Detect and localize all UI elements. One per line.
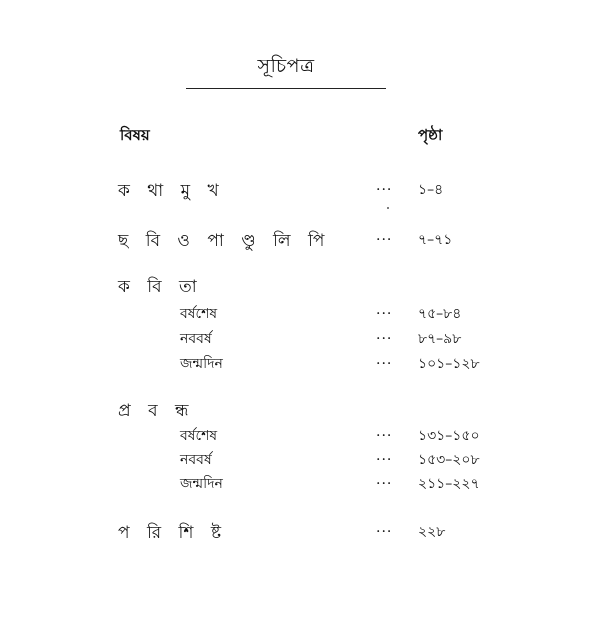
toc-subentry-label: নববর্ষ bbox=[180, 331, 212, 347]
print-speck bbox=[387, 207, 389, 209]
toc-entry-pages: ১৩১–১৫০ bbox=[418, 428, 480, 444]
toc-entry-pages: ১–৪ bbox=[418, 182, 444, 198]
toc-entry-chhabi bbox=[0, 228, 600, 254]
toc-entry-pages: ৭–৭১ bbox=[418, 232, 453, 248]
leader-dots: ... bbox=[376, 327, 393, 343]
leader-dots: ... bbox=[376, 520, 393, 536]
leader-dots: ... bbox=[376, 228, 393, 244]
toc-section-kabita bbox=[0, 274, 600, 300]
subject-column-header: বিষয় bbox=[120, 126, 150, 144]
toc-entry-kathamukh bbox=[0, 178, 600, 204]
toc-entry-pages: ২১১–২২৭ bbox=[418, 476, 480, 492]
toc-entry-label: প রি শি ষ্ট bbox=[118, 523, 228, 543]
toc-entry-pages: ৭৫–৮৪ bbox=[418, 306, 462, 322]
toc-entry-pages: ১৫৩–২০৮ bbox=[418, 452, 480, 468]
toc-entry-label: ক থা মু খ bbox=[118, 181, 225, 201]
toc-entry-pages: ৮৭–৯৮ bbox=[418, 331, 462, 347]
toc-entry-pages: ১০১–১২৮ bbox=[418, 356, 480, 372]
page-column-header: পৃষ্ঠা bbox=[418, 126, 443, 144]
toc-subentry-label: বর্ষশেষ bbox=[180, 306, 218, 322]
leader-dots: ... bbox=[376, 352, 393, 368]
leader-dots: ... bbox=[376, 424, 393, 440]
toc-subentry bbox=[0, 424, 600, 450]
toc-subentry-label: নববর্ষ bbox=[180, 452, 212, 468]
leader-dots: ... bbox=[376, 448, 393, 464]
toc-subentry-label: জন্মদিন bbox=[180, 476, 223, 492]
toc-subentry bbox=[0, 327, 600, 353]
leader-dots: ... bbox=[376, 472, 393, 488]
toc-subentry bbox=[0, 352, 600, 378]
leader-dots: ... bbox=[376, 302, 393, 318]
leader-dots: ... bbox=[376, 178, 393, 194]
toc-subentry bbox=[0, 448, 600, 474]
toc-subentry bbox=[0, 472, 600, 498]
toc-section-prabandha bbox=[0, 398, 600, 424]
page-title: সূচিপত্র bbox=[257, 55, 315, 77]
toc-subentry-label: জন্মদিন bbox=[180, 356, 223, 372]
toc-entry-label: ছ বি ও পা ণ্ডু লি পি bbox=[118, 231, 331, 251]
toc-subentry bbox=[0, 302, 600, 328]
toc-entry-pages: ২২৮ bbox=[418, 524, 446, 540]
section-heading: প্র ব ন্ধ bbox=[118, 401, 195, 421]
toc-subentry-label: বর্ষশেষ bbox=[180, 428, 218, 444]
section-heading: ক বি তা bbox=[118, 277, 203, 297]
title-underline bbox=[186, 88, 386, 89]
toc-entry-parishishta bbox=[0, 520, 600, 546]
